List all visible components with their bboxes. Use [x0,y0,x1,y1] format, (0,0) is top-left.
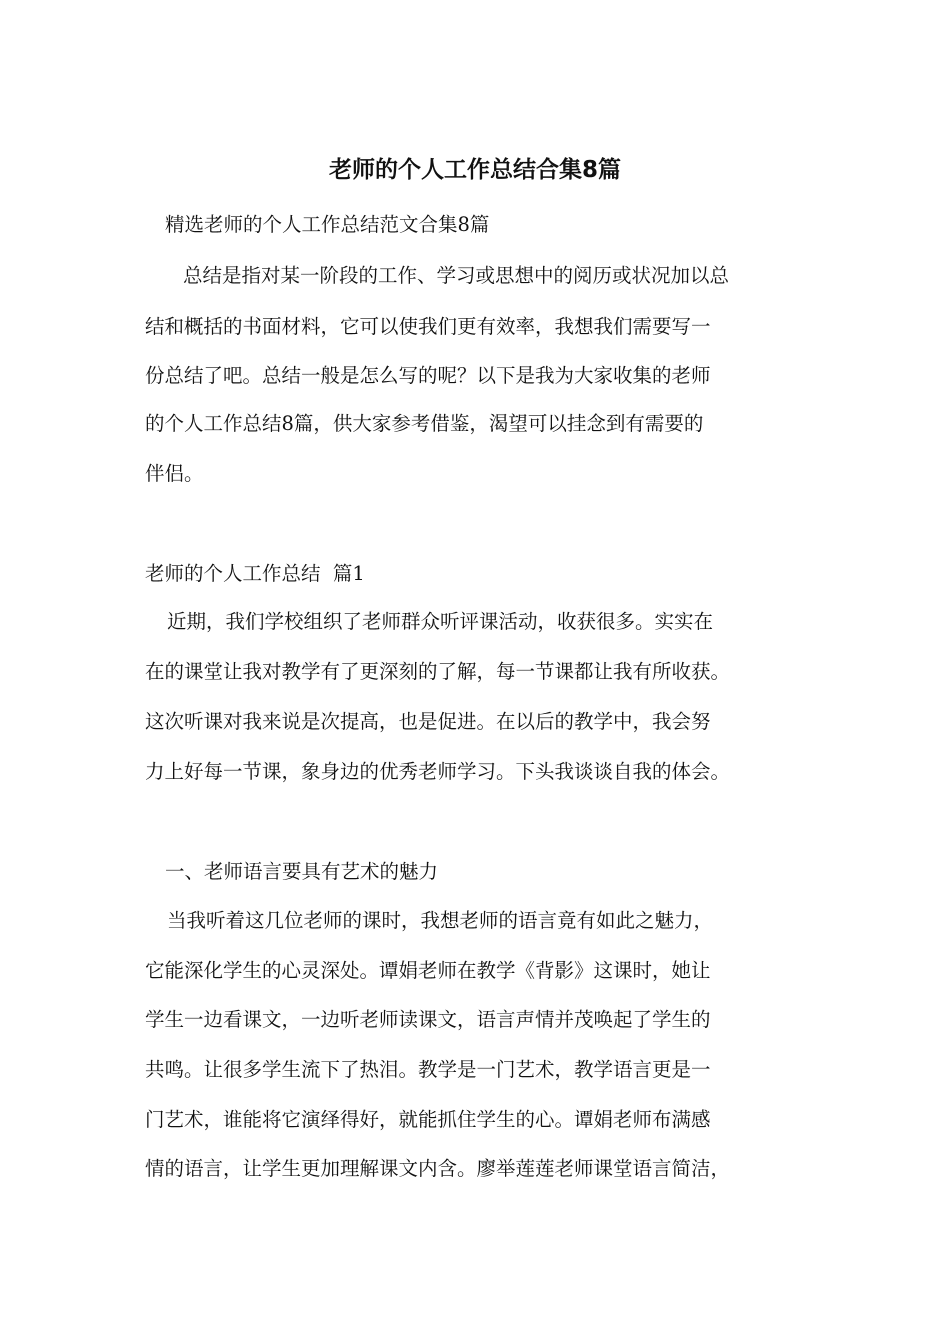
body-line: 学生一边看课文，一边听老师读课文，语言声情并茂唤起了学生的 [145,1008,711,1031]
body-line: 它能深化学生的心灵深处。谭娟老师在教学《背影》这课时，她让 [145,959,711,982]
document-title: 老师的个人工作总结合集8篇 [328,157,621,183]
intro-line: 份总结了吧。总结一般是怎么写的呢？以下是我为大家收集的老师 [145,364,711,387]
point-heading: 一、老师语言要具有艺术的魅力 [165,860,439,883]
body-line: 这次听课对我来说是次提高，也是促进。在以后的教学中，我会努 [145,710,711,733]
body-line: 情的语言，让学生更加理解课文内含。廖举莲莲老师课堂语言简洁， [145,1157,731,1180]
intro-line: 结和概括的书面材料，它可以使我们更有效率，我想我们需要写一 [145,315,711,338]
intro-line: 总结是指对某一阶段的工作、学习或思想中的阅历或状况加以总 [183,264,730,287]
document-subtitle: 精选老师的个人工作总结范文合集8篇 [165,213,490,236]
section-heading: 老师的个人工作总结 篇1 [145,562,365,585]
body-line: 当我听着这几位老师的课时，我想老师的语言竟有如此之魅力， [167,909,714,932]
intro-line: 的个人工作总结8篇，供大家参考借鉴，渴望可以挂念到有需要的 [145,412,704,435]
body-line: 共鸣。让很多学生流下了热泪。教学是一门艺术，教学语言更是一 [145,1058,711,1081]
intro-line: 伴侣。 [145,462,204,485]
body-line: 在的课堂让我对教学有了更深刻的了解，每一节课都让我有所收获。 [145,660,731,683]
body-line: 力上好每一节课，象身边的优秀老师学习。下头我谈谈自我的体会。 [145,760,731,783]
body-line: 近期，我们学校组织了老师群众听评课活动，收获很多。实实在 [167,610,714,633]
body-line: 门艺术，谁能将它演绎得好，就能抓住学生的心。谭娟老师布满感 [145,1108,711,1131]
